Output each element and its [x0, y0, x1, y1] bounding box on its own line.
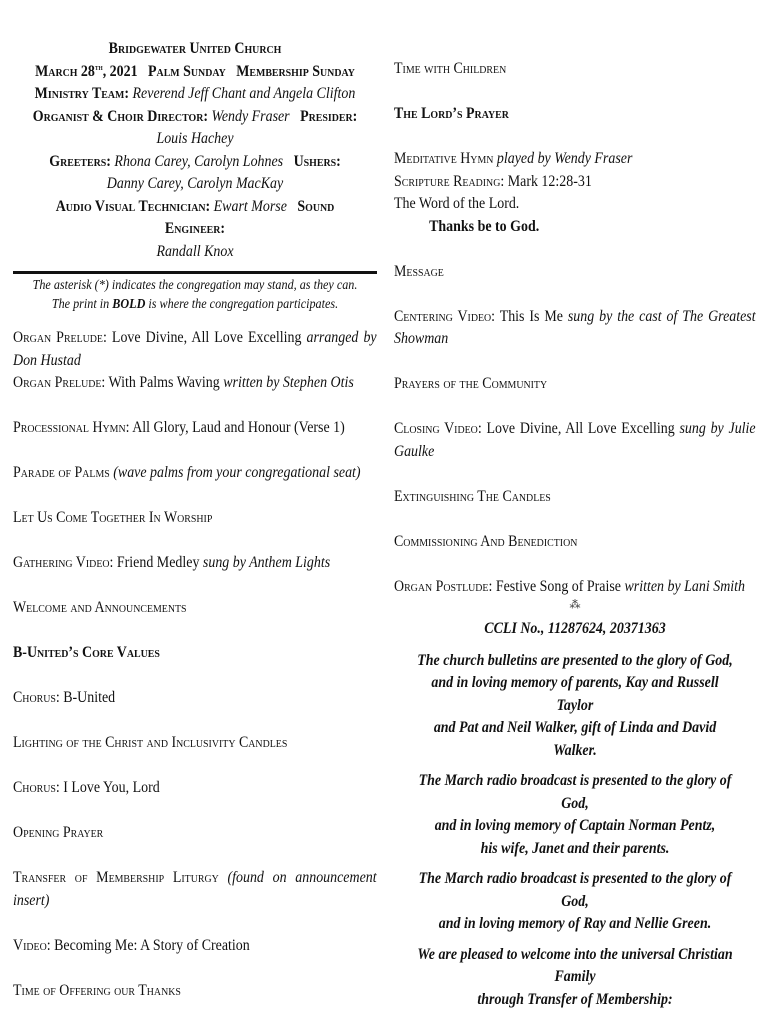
header-divider: [13, 271, 377, 274]
prelude-2-credit: written by Stephen Otis: [223, 374, 354, 391]
closing-credit: sung by Julie Gaulke: [394, 420, 756, 460]
organist-label: Organist & Choir Director:: [32, 107, 208, 125]
order-item-core-values: B-United’s Core Values: [13, 644, 160, 661]
date-suffix: , 2021: [102, 62, 138, 80]
ded1-line1: The church bulletins are presented to the glory of God,: [417, 651, 733, 669]
centering-credit: sung by the cast of The Greatest Showman: [394, 307, 756, 347]
prelude-2-title: With Palms Waving: [105, 374, 224, 391]
prelude-1-label: Organ Prelude:: [13, 329, 107, 346]
ded4-line1: We are pleased to welcome into the universal Christian Family: [417, 945, 733, 985]
order-item-chorus-1: [13, 687, 377, 710]
dedication-radio-2: [412, 868, 738, 936]
ccli-number: [412, 618, 738, 641]
order-item-gathering: [13, 552, 377, 575]
welcome-membership: [412, 944, 738, 1012]
postlude-title: Festive Song of Praise: [492, 577, 625, 595]
order-item-centering: [394, 306, 756, 351]
video-title: Becoming Me: A Story of Creation: [50, 936, 250, 954]
postlude-label: Organ Postlude:: [394, 577, 493, 595]
order-item-offering: Time of Offering our Thanks: [13, 981, 181, 999]
note-line-2b: is where the congregation participates.: [145, 295, 339, 311]
ornament-divider-icon: ⁂: [569, 599, 581, 611]
ded3-line2: and in loving memory of Ray and Nellie Green.: [438, 915, 712, 932]
ded2-line3: his wife, Janet and their parents.: [480, 839, 670, 857]
meditative-label: Meditative Hymn: [394, 150, 494, 167]
chorus-1-title: B-United: [59, 689, 116, 706]
order-item-meditative: [394, 148, 756, 171]
chorus-2-label: Chorus:: [13, 779, 60, 796]
postlude-credit: written by Lani Smith: [624, 577, 746, 595]
prelude-1-title: Love Divine, All Love Excelling: [106, 329, 307, 346]
dedication-bulletins: [412, 650, 738, 763]
order-item-scripture: [394, 171, 756, 194]
dedication-radio-1: [412, 770, 738, 860]
congregation-note: [31, 276, 359, 313]
order-item-extinguishing: Extinguishing The Candles: [394, 487, 551, 505]
closing-label: Closing Video:: [394, 420, 482, 437]
order-item-postlude: [394, 576, 756, 599]
scripture-ref: Mark 12:28-31: [504, 172, 592, 190]
order-item-commissioning: Commissioning And Benediction: [394, 532, 578, 550]
parade-note: (wave palms from your congregational seat): [109, 464, 361, 481]
closing-title: Love Divine, All Love Excelling: [481, 420, 680, 437]
header-block: [31, 38, 359, 263]
ministry-line: [31, 83, 359, 106]
gathering-title: Friend Medley: [113, 554, 203, 571]
centering-title: This Is Me: [495, 307, 568, 325]
word-of-lord: The Word of the Lord.: [394, 195, 520, 212]
av-label: Audio Visual Technician:: [55, 197, 211, 215]
processional-title: All Glory, Laud and Honour (Verse 1): [129, 419, 345, 436]
order-item-prelude-1: [13, 327, 377, 372]
order-item-chorus-2: [13, 777, 377, 800]
congregation-response: Thanks be to God.: [429, 217, 540, 235]
chorus-2-title: I Love You, Lord: [59, 779, 160, 796]
ded4-line2: through Transfer of Membership:: [477, 990, 673, 1008]
presider-label: Presider:: [300, 107, 358, 125]
note-line-2: [31, 295, 359, 314]
sound-value: Randall Knox: [156, 242, 234, 260]
order-item-worship: Let Us Come Together In Worship: [13, 509, 213, 526]
note-line-1: The asterisk (*) indicates the congregation may stand, as they can.: [32, 277, 358, 292]
presider-value: Louis Hachey: [156, 130, 234, 147]
date-sup: th: [94, 61, 103, 72]
ccli-text: CCLI No., 11287624, 20371363: [484, 620, 666, 637]
order-item-parade: [13, 462, 377, 485]
note-bold-word: BOLD: [112, 295, 146, 311]
order-item-processional: [13, 417, 377, 440]
ded2-line1: The March radio broadcast is presented to the glory of God,: [418, 772, 732, 812]
sunday-name-1: Palm Sunday: [148, 62, 226, 80]
order-item-transfer: [13, 867, 377, 912]
ded1-line3: and Pat and Neil Walker, gift of Linda and David Walker.: [433, 719, 717, 759]
greeters-label: Greeters:: [49, 152, 111, 170]
transfer-label: Transfer of Membership Liturgy: [13, 869, 219, 886]
greeters-line: [31, 151, 359, 196]
scripture-label: Scripture Reading:: [394, 172, 505, 190]
ded1-line2: and in loving memory of parents, Kay and Russell Taylor: [431, 674, 719, 714]
ushers-value: Danny Carey, Carolyn MacKay: [106, 175, 284, 192]
order-item-prelude-2: [13, 372, 377, 395]
greeters-value: Rhona Carey, Carolyn Lohnes: [114, 152, 284, 170]
processional-label: Processional Hymn:: [13, 419, 130, 436]
ministry-label: Ministry Team:: [34, 85, 130, 102]
sound-label: Sound Engineer:: [164, 197, 335, 237]
left-column: [13, 38, 377, 1002]
chorus-1-label: Chorus:: [13, 689, 60, 706]
order-item-children: Time with Children: [394, 60, 507, 77]
ded3-line1: The March radio broadcast is presented to the glory of God,: [418, 870, 732, 910]
order-item-lighting: Lighting of the Christ and Inclusivity Candles: [13, 734, 288, 751]
order-item-opening-prayer: Opening Prayer: [13, 824, 104, 841]
av-line: [31, 196, 359, 264]
organist-value: Wendy Fraser: [211, 107, 290, 125]
date-prefix: March 28: [35, 62, 95, 80]
church-name: Bridgewater United Church: [108, 40, 282, 57]
parade-label: Parade of Palms: [13, 464, 110, 481]
video-label: Video:: [13, 936, 51, 954]
order-item-video: [13, 935, 377, 958]
order-item-prayers: Prayers of the Community: [394, 375, 548, 392]
meditative-credit: played by Wendy Fraser: [493, 150, 633, 167]
service-date-line: [31, 61, 359, 84]
ushers-label: Ushers:: [293, 152, 341, 170]
order-item-lords-prayer: The Lord’s Prayer: [394, 105, 509, 122]
ded2-line2: and in loving memory of Captain Norman Pentz,: [434, 817, 716, 834]
ministry-value: Reverend Jeff Chant and Angela Clifton: [132, 85, 356, 102]
organist-line: [31, 106, 359, 151]
order-item-closing: [394, 418, 756, 463]
order-item-welcome: Welcome and Announcements: [13, 599, 187, 616]
gathering-label: Gathering Video:: [13, 554, 114, 571]
centering-label: Centering Video:: [394, 307, 496, 325]
order-item-message: Message: [394, 262, 444, 280]
av-value: Ewart Morse: [213, 197, 287, 215]
right-column: [394, 58, 756, 1011]
transfer-note: (found on announcement insert): [13, 869, 377, 909]
prelude-2-label: Organ Prelude:: [13, 374, 106, 391]
sunday-name-2: Membership Sunday: [236, 62, 355, 80]
prelude-1-credit: arranged by Don Hustad: [13, 329, 377, 369]
gathering-credit: sung by Anthem Lights: [202, 554, 331, 571]
note-line-2a: The print in: [51, 295, 113, 311]
